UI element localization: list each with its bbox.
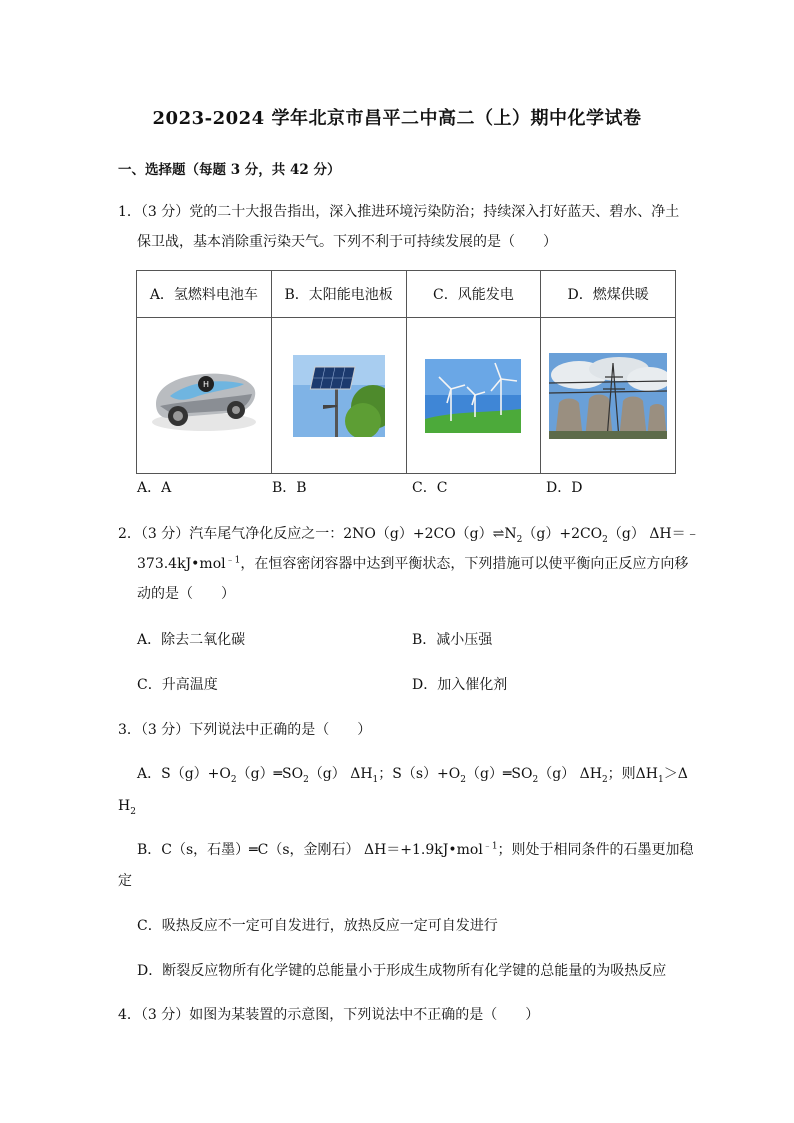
q1-options-table [136, 270, 676, 474]
q2-option-c: C．升高温度 [137, 677, 218, 693]
q3-option-a-line1: A．$S(g)+O_2(g)═SO_2(g)$ $\Delta H_1$；$S(s)+O_2(g)═SO_2(g)$ $\Delta H_2$；则$\Delta H_1>\Delta$ [137, 766, 688, 785]
q3-option-d: D．断裂反应物所有化学键的总能量小于形成生成物所有化学键的总能量的为吸热反应 [137, 963, 667, 979]
q2-option-a: A．除去二氧化碳 [137, 632, 246, 648]
q2-option-b: B．减小压强 [412, 632, 493, 648]
q4-stem: 4．（3 分）如图为某装置的示意图，下列说法中不正确的是（ ） [118, 1007, 540, 1023]
q2-option-d: D．加入催化剂 [412, 677, 508, 693]
section-heading: 一、选择题（每题 3 分，共 42 分） [118, 162, 341, 178]
svg-text:H: H [202, 379, 209, 389]
q1-answer-c: C．C [412, 480, 448, 496]
q2-stem-line2: 373.4kJ•mol$^{﹣1}$，在恒容密闭容器中达到平衡状态，下列措施可以使平衡向正反应方向移 [137, 555, 689, 572]
q1-answer-d: D．D [546, 480, 583, 496]
q1-header-b: B．太阳能电池板 [271, 271, 406, 318]
q1-image-cell-d [541, 318, 676, 474]
q1-header-a: A．氢燃料电池车 [137, 271, 272, 318]
q1-image-cell-b [271, 318, 406, 474]
q3-option-a-line2: $H_2$ [118, 798, 136, 817]
q3-option-b-line1: B．C（s，石墨）═C（s，金刚石） ΔH＝+1.9kJ•mol$^{﹣1}$；则处于相同条件的石墨更加稳 [137, 841, 694, 858]
q3-option-b-line2: 定 [118, 873, 132, 889]
hydrogen-fuel-cell-car-image [148, 356, 260, 436]
coal-power-plant-image [549, 353, 667, 439]
q2-stem-line3: 动的是（ ） [137, 586, 235, 602]
q3-stem: 3．（3 分）下列说法中正确的是（ ） [118, 722, 372, 738]
q3-option-c: C．吸热反应不一定可自发进行，放热反应一定可自发进行 [137, 918, 498, 934]
exam-title: 2023-2024 学年北京市昌平二中高二（上）期中化学试卷 [152, 108, 642, 129]
q1-answer-a: A．A [137, 480, 172, 496]
q1-stem-line2: 保卫战，基本消除重污染天气。下列不利于可持续发展的是（ ） [137, 234, 557, 250]
q1-header-d: D．燃煤供暖 [541, 271, 676, 318]
q1-answer-b: B．B [272, 480, 307, 496]
wind-turbines-image [425, 359, 521, 433]
q1-image-cell-c [406, 318, 541, 474]
solar-panel-image [293, 355, 385, 437]
q1-image-cell-a [137, 318, 272, 474]
q1-stem-line1: 1．（3 分）党的二十大报告指出，深入推进环境污染防治；持续深入打好蓝天、碧水、净土 [118, 204, 680, 220]
q2-stem-line1: 2．（3 分）汽车尾气净化反应之一：$2NO(g)+2CO(g)\rightleftharpoons N_2(g)+2CO_2(g)$ ΔH＝﹣ [118, 526, 700, 545]
q1-header-c: C．风能发电 [406, 271, 541, 318]
